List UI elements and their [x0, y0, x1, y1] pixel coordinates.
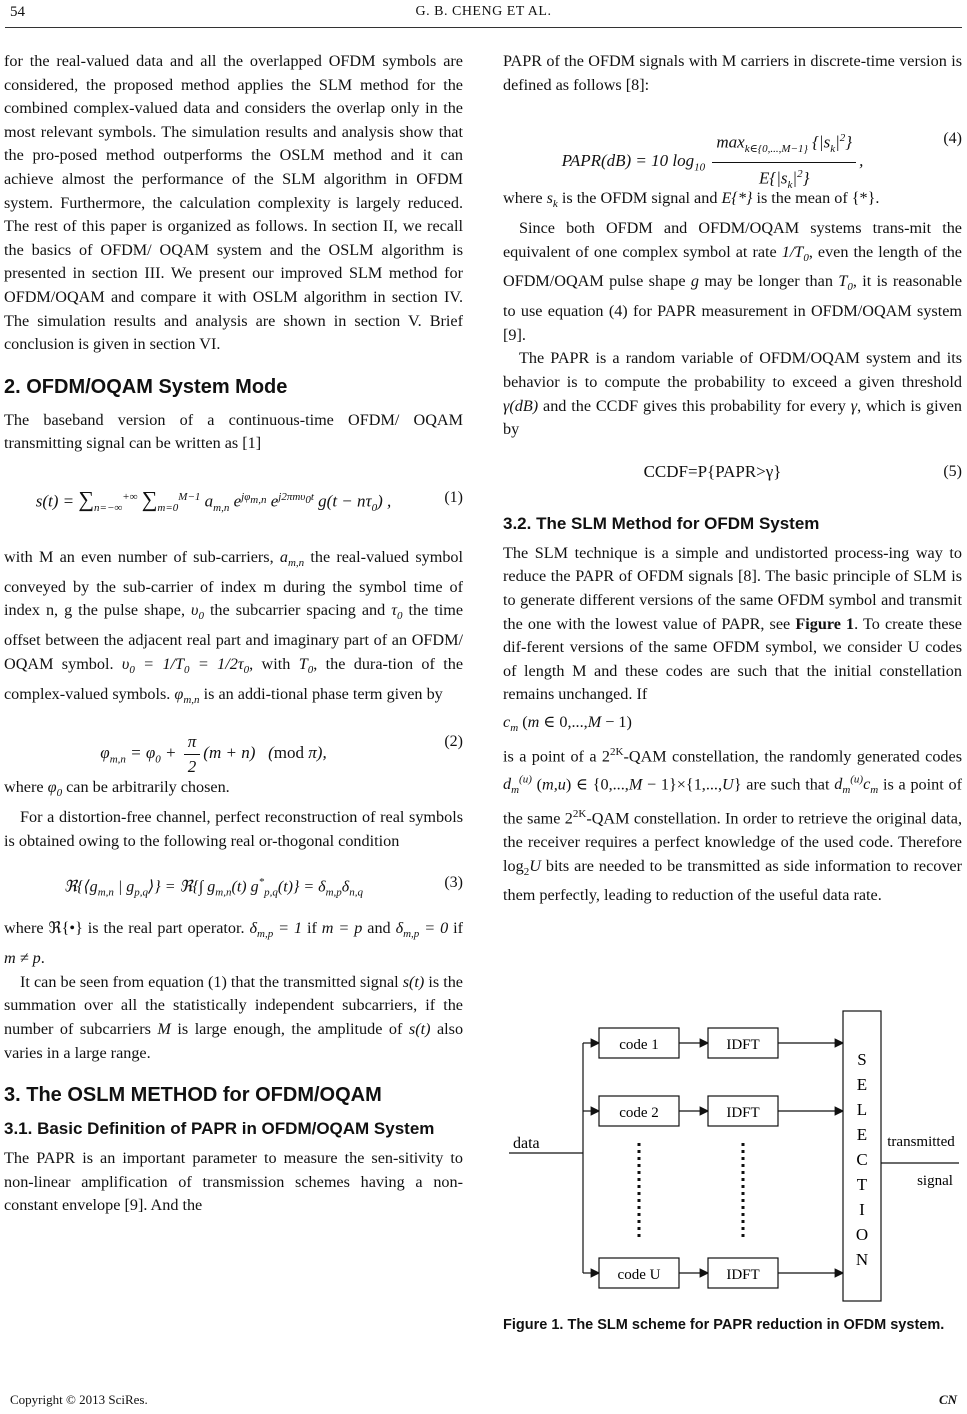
copyright: Copyright © 2013 SciRes.	[10, 1392, 148, 1407]
left-column	[4, 50, 463, 1218]
equation-body: $s(t) = \sum_{n=-\infty}^{+\infty}$ $\sum_{m=0}^{M-1}$ $a_{m,n}$ $e^{j\varphi_{m,n}}$ $e^{j2\pi m\upsilon_0t}$ $g(t - n\tau_0)$ ,	[35, 486, 392, 514]
paragraph: $c_m$ (m ∈ 0,...,M − 1)	[503, 712, 632, 735]
right-column	[503, 50, 962, 908]
equation-number: (1)	[444, 488, 463, 506]
page-footer	[0, 1392, 967, 1412]
paragraph: The baseband version of a continuous-time OFDM/ OQAM transmitting signal can be written as [1]	[4, 410, 463, 453]
subsection-heading: 3.1. Basic Definition of PAPR in OFDM/OQAM System	[4, 1119, 435, 1139]
output-label-1: transmitted	[887, 1134, 955, 1150]
selection-letter: N	[855, 1250, 869, 1269]
equation-number: (3)	[444, 874, 463, 892]
equation-number: (4)	[943, 130, 962, 148]
paragraph: PAPR of the OFDM signals with M carriers in discrete-time version is defined as follows [8]:	[503, 52, 962, 94]
figure-caption: Figure 1. The SLM scheme for PAPR reduction in OFDM system.	[503, 1317, 945, 1333]
equation-body: PAPR(dB) = 10 $\log_{10}$ $\frac{\max_{k\in\{0,...,M-1\}} \{|s_k|^2\}}{E\{|s_k|^2\}}$ ,	[503, 127, 922, 197]
selection-letters	[856, 1050, 868, 1269]
paragraph: where $s_k$ is the OFDM signal and E{*} is the mean of {*}.	[503, 189, 880, 211]
paragraph: For a distortion-free channel, perfect reconstruction of real symbols is obtained owing to the following real or-thogonal condition	[4, 808, 463, 850]
paragraph: is a point of a $2^{2K}$-QAM constellation, the randomly generated codes $d_m^{(u)}$ (m,u) ∈ {0,...,M − 1}×{1,...,U} are such that $d_m^{(u)}c_m$ is a point of the same $2^{2K}$-QAM constellation. In order to retrieve the original data, the receiver requires a perfect knowledge of the used code. Therefore $\log_2U$ bits are needed to be transmitted as side information to recover them perfectly, leading to reduction of the useful data rate.	[503, 745, 963, 905]
selection-letter: E	[856, 1125, 868, 1144]
paragraph: with M an even number of sub-carriers, $a_{m,n}$ the real-valued symbol conveyed by the sub-carrier of index m during the symbol time of index n, g the pulse shape, $\upsilon_0$ the subcarrier spacing and $\tau_0$ the time offset between the adjacent real part and imaginary part of an OFDM/ OQAM symbol. $\upsilon_0 = 1/T_0 = 1/2\tau_0$, with $T_0$, the dura-tion of the complex-valued symbols. $\varphi_{m,n}$ is an addi-tional phase term given by	[4, 547, 464, 706]
code-2-label: code 2	[619, 1105, 659, 1121]
figure-slm-scheme	[503, 1003, 963, 1313]
equation-body: $\varphi_{m,n} = \varphi_0$ + $\frac{\pi}{2}$ (m + n) (mod π),	[100, 732, 327, 776]
equation-number: (5)	[943, 462, 962, 480]
selection-letter: O	[855, 1225, 869, 1244]
equation-body: $ℜ\{⟨g_{m,n}$ | $g_{p,q}⟩$} = ℜ{∫ $g_{m,n}(t) g^*_{p,q}(t)\} = \delta_{m,p}\delta_{n,q}$	[64, 876, 363, 899]
slm-diagram	[503, 1003, 963, 1313]
paragraph: where $\varphi_0$ can be arbitrarily chosen.	[4, 778, 230, 800]
code-u-label: code U	[617, 1267, 661, 1283]
data-label: data	[513, 1135, 540, 1152]
selection-letter: L	[856, 1100, 868, 1119]
code-1-label: code 1	[619, 1037, 659, 1053]
paragraph: Since both OFDM and OFDM/OQAM systems trans-mit the equivalent of one complex symbol at rate $1/T_0$, even the length of the OFDM/OQAM pulse shape g may be longer than $T_0$, it is reasonable to use equation (4) for PAPR measurement in OFDM/OQAM system [9].	[503, 219, 963, 344]
paragraph: It can be seen from equation (1) that the transmitted signal s(t) is the summation over all the statistically independent subcarriers, if the number of subcarriers M is large enough, the amplitude of s(t) also varies in a large range.	[4, 972, 464, 1062]
paragraph: where ℜ{•} is the real part operator. $\delta_{m,p} = 1$ if m = p and $\delta_{m,p} = 0$ if m ≠ p.	[4, 919, 463, 968]
selection-letter: E	[856, 1075, 868, 1094]
idft-u-label: IDFT	[726, 1267, 760, 1283]
equation-number: (2)	[444, 733, 463, 751]
page-header	[0, 0, 967, 34]
output-label-2: signal	[917, 1173, 953, 1189]
section-heading: 2. OFDM/OQAM System Mode	[4, 375, 288, 398]
idft-2-label: IDFT	[726, 1105, 760, 1121]
selection-letter: S	[857, 1050, 867, 1069]
selection-letter: C	[856, 1150, 868, 1169]
paragraph: for the real-valued data and all the overlapped OFDM symbols are considered, the proposed method applies the SLM method for the combined complex-valued data and considers the overlap only in the most relevant symbols. The simulation results and analysis show that the pro-posed method outperforms the OSLM method and it can achieve almost the performance of the SLM algorithm in OFDM system. Furthermore, the calculation complexity is largely reduced. The rest of this paper is organized as follows. In section II, we recall the basics of OFDM/ OQAM system and the OSLM algorithm is presented in section III. We present our improved SLM method for OFDM/OQAM and compare it with OSLM algorithm in section IV. The simulation results and analysis are shown in section V. Brief conclusion is given in section VI.	[4, 52, 463, 354]
paragraph: The PAPR is a random variable of OFDM/OQAM system and its behavior is to compute the probability to exceed a given threshold γ(dB) and the CCDF gives this probability for every γ, which is given by	[503, 349, 962, 439]
idft-1-label: IDFT	[726, 1037, 760, 1053]
paragraph: The PAPR is an important parameter to measure the sen-sitivity to non-linear amplification of transmission schemes having a non-constant envelope [9]. And the	[4, 1149, 463, 1215]
paragraph: The SLM technique is a simple and undistorted process-ing way to reduce the PAPR of OFDM signals [8]. The basic principle of SLM is to generate different versions of the same OFDM symbol and transmit the one with the lowest value of PAPR, see Figure 1. To create these dif-ferent versions of the same OFDM symbol, we consider U codes of length M and these codes are such that the initial constellation remains unchanged. If	[503, 543, 962, 704]
selection-letter: I	[859, 1200, 865, 1219]
equation-2	[4, 722, 463, 776]
section-heading: 3. The OSLM METHOD for OFDM/OQAM	[4, 1084, 382, 1107]
journal-abbrev: CN	[938, 1392, 957, 1407]
equation-1	[4, 466, 463, 536]
equation-5	[503, 452, 962, 496]
page-number: 54	[10, 4, 25, 20]
selection-letter: T	[856, 1175, 868, 1194]
equation-3	[4, 863, 463, 907]
equation-body: CCDF=P{PAPR>γ}	[643, 461, 782, 481]
subsection-heading: 3.2. The SLM Method for OFDM System	[503, 513, 820, 533]
header-rule	[5, 27, 962, 28]
equation-4	[503, 107, 962, 191]
running-head: G. B. CHENG ET AL.	[415, 4, 552, 19]
